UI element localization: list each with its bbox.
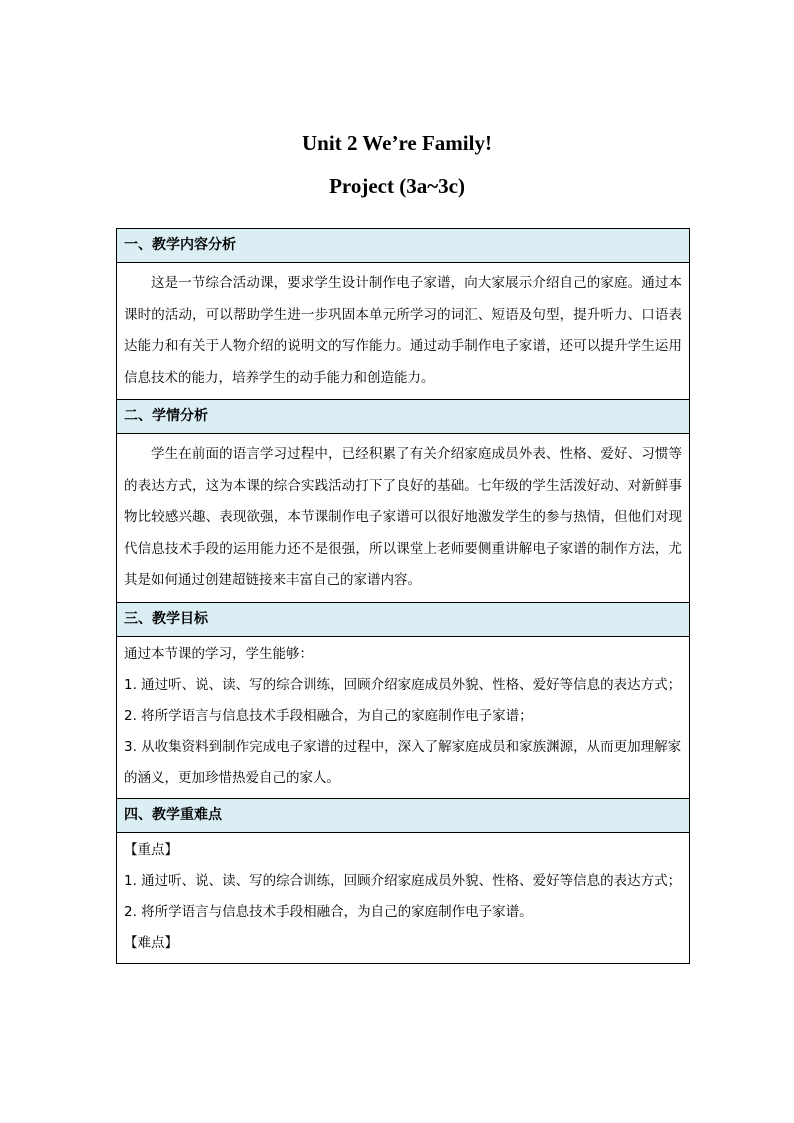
objectives-intro: 通过本节课的学习，学生能够： [124, 645, 313, 662]
section-heading-student-analysis: 二、学情分析 [117, 400, 689, 434]
section-heading-key-points: 四、教学重难点 [117, 799, 689, 833]
section-body-key-points [117, 833, 689, 963]
section-body-objectives [117, 637, 689, 799]
content-analysis-paragraph: 这是一节综合活动课，要求学生设计制作电子家谱，向大家展示介绍自己的家庭。通过本课时的活动，可以帮助学生进一步巩固本单元所学习的词汇、短语及句型，提升听力、口语表达能力和有关于人物介绍的说明文的写作能力。通过动手制作电子家谱，还可以提升学生运用信息技术的能力，培养学生的动手能力和创造能力。 [124, 275, 682, 386]
objective-item: 1. 通过听、说、读、写的综合训练，回顾介绍家庭成员外貌、性格、爱好等信息的表达方式； [124, 676, 682, 693]
document-title: Unit 2 We’re Family! [302, 131, 492, 155]
section-heading-content-analysis: 一、教学内容分析 [117, 229, 689, 263]
lesson-plan-table [116, 228, 690, 964]
section-body-content-analysis [117, 263, 689, 400]
key-points-label: 【重点】 [124, 841, 178, 858]
key-point-item: 1. 通过听、说、读、写的综合训练，回顾介绍家庭成员外貌、性格、爱好等信息的表达方式； [124, 872, 682, 889]
section-heading-objectives: 三、教学目标 [117, 603, 689, 637]
key-point-item: 2. 将所学语言与信息技术手段相融合，为自己的家庭制作电子家谱。 [124, 903, 533, 920]
difficulty-label: 【难点】 [124, 934, 178, 951]
section-body-student-analysis [117, 434, 689, 603]
objective-item: 3. 从收集资料到制作完成电子家谱的过程中，深入了解家庭成员和家族渊源，从而更加理解家的涵义，更加珍惜热爱自己的家人。 [124, 738, 682, 786]
objective-item: 2. 将所学语言与信息技术手段相融合，为自己的家庭制作电子家谱； [124, 707, 533, 724]
student-analysis-paragraph: 学生在前面的语言学习过程中，已经积累了有关介绍家庭成员外表、性格、爱好、习惯等的表达方式，这为本课的综合实践活动打下了良好的基础。七年级的学生活泼好动、对新鲜事物比较感兴趣、表现欲强，本节课制作电子家谱可以很好地激发学生的参与热情，但他们对现代信息技术手段的运用能力还不是很强，所以课堂上老师要侧重讲解电子家谱的制作方法，尤其是如何通过创建超链接来丰富自己的家谱内容。 [124, 446, 682, 588]
document-subtitle: Project (3a~3c) [329, 174, 465, 198]
